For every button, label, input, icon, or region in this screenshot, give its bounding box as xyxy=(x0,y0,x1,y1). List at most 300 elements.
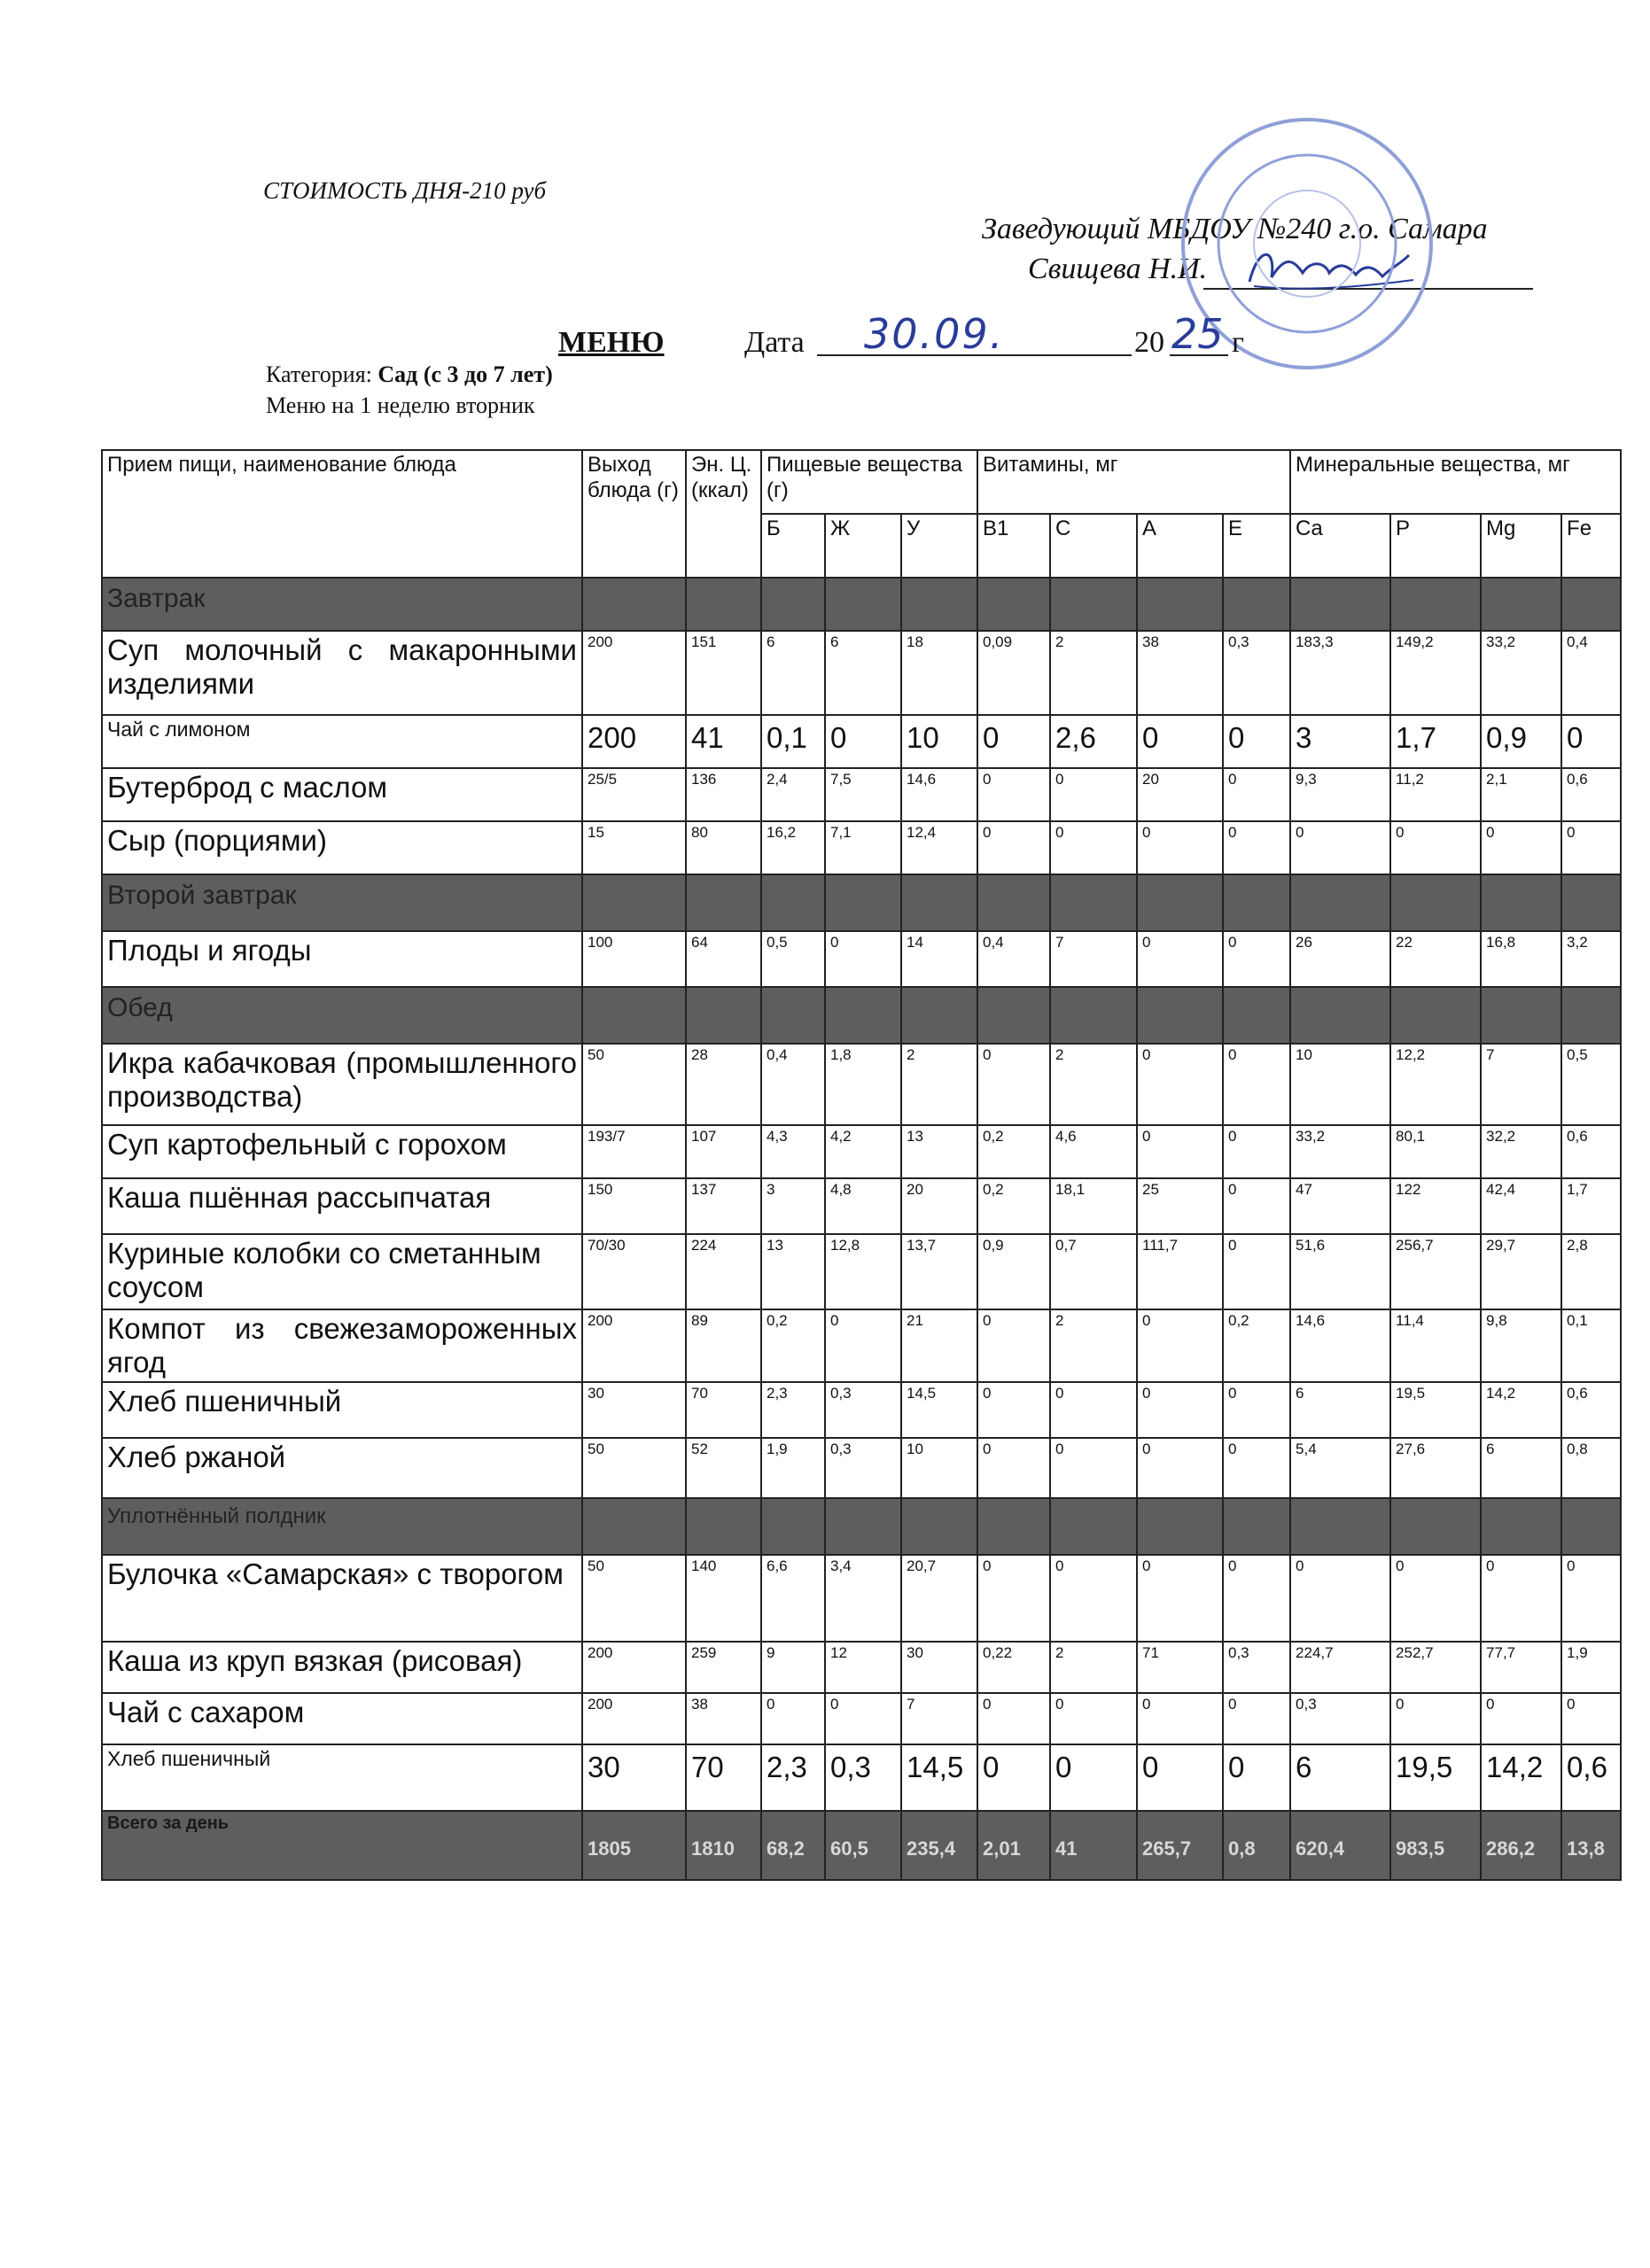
cell-value: 0,3 xyxy=(1290,1693,1390,1744)
col-fe: Fe xyxy=(1561,514,1621,578)
col-c: C xyxy=(1050,514,1137,578)
cell-value: 2 xyxy=(1050,631,1137,715)
cell-value: 0 xyxy=(825,1693,901,1744)
cell-value: 14 xyxy=(901,931,977,987)
section-fill xyxy=(977,578,1050,631)
col-e: E xyxy=(1223,514,1290,578)
cell-value: 15 xyxy=(582,821,686,874)
cell-value: 12,4 xyxy=(901,821,977,874)
total-value: 286,2 xyxy=(1481,1811,1561,1880)
cell-value: 7 xyxy=(1050,931,1137,987)
cell-value: 0 xyxy=(1223,1382,1290,1438)
cell-value: 0 xyxy=(1481,1693,1561,1744)
cell-value: 0 xyxy=(1050,821,1137,874)
section-fill xyxy=(901,1498,977,1555)
cell-value: 1,9 xyxy=(1561,1642,1621,1693)
section-fill xyxy=(1481,578,1561,631)
cell-value: 0 xyxy=(1137,821,1223,874)
col-meal: Прием пищи, наименование блюда xyxy=(102,450,582,578)
dish-name: Икра кабачковая (промышленного производства) xyxy=(102,1044,582,1125)
cell-value: 3 xyxy=(1290,715,1390,768)
cell-value: 30 xyxy=(901,1642,977,1693)
dish-name: Хлеб ржаной xyxy=(102,1438,582,1498)
section-fill xyxy=(1561,987,1621,1044)
cell-value: 0 xyxy=(1050,1382,1137,1438)
cell-value: 13 xyxy=(901,1125,977,1178)
section-label: Обед xyxy=(102,987,582,1044)
cell-value: 20 xyxy=(901,1178,977,1234)
col-u: У xyxy=(901,514,977,578)
cell-value: 0 xyxy=(977,1555,1050,1642)
category xyxy=(266,361,553,388)
cell-value: 16,8 xyxy=(1481,931,1561,987)
dish-name: Компот из свежезамороженных ягод xyxy=(102,1309,582,1382)
cell-value: 0,2 xyxy=(977,1178,1050,1234)
total-value: 13,8 xyxy=(1561,1811,1621,1880)
total-value: 265,7 xyxy=(1137,1811,1223,1880)
cell-value: 71 xyxy=(1137,1642,1223,1693)
cell-value: 18 xyxy=(901,631,977,715)
cell-value: 33,2 xyxy=(1481,631,1561,715)
cell-value: 10 xyxy=(901,715,977,768)
year-suffix: г xyxy=(1232,326,1244,359)
cell-value: 80,1 xyxy=(1390,1125,1481,1178)
cell-value: 80 xyxy=(686,821,761,874)
total-value: 41 xyxy=(1050,1811,1137,1880)
cell-value: 14,6 xyxy=(1290,1309,1390,1382)
section-fill xyxy=(761,1498,825,1555)
cell-value: 0 xyxy=(1137,1744,1223,1811)
cell-value: 0 xyxy=(1561,715,1621,768)
cell-value: 0 xyxy=(1137,931,1223,987)
cell-value: 9,8 xyxy=(1481,1309,1561,1382)
cell-value: 4,3 xyxy=(761,1125,825,1178)
total-value: 235,4 xyxy=(901,1811,977,1880)
cell-value: 0 xyxy=(1223,715,1290,768)
cell-value: 0 xyxy=(977,1693,1050,1744)
cell-value: 28 xyxy=(686,1044,761,1125)
dish-name: Каша пшённая рассыпчатая xyxy=(102,1178,582,1234)
cell-value: 70 xyxy=(686,1744,761,1811)
cell-value: 122 xyxy=(1390,1178,1481,1234)
section-fill xyxy=(1481,874,1561,931)
section-fill xyxy=(1137,578,1223,631)
cell-value: 0 xyxy=(1223,931,1290,987)
cell-value: 0 xyxy=(1137,1044,1223,1125)
section-row-breakfast2 xyxy=(102,874,1621,931)
cell-value: 0 xyxy=(1137,1555,1223,1642)
cell-value: 0,6 xyxy=(1561,1744,1621,1811)
section-fill xyxy=(1390,987,1481,1044)
cell-value: 0,3 xyxy=(825,1744,901,1811)
cell-value: 200 xyxy=(582,715,686,768)
cell-value: 64 xyxy=(686,931,761,987)
cell-value: 200 xyxy=(582,1693,686,1744)
table-row xyxy=(102,1309,1621,1382)
total-value: 1810 xyxy=(686,1811,761,1880)
date-value: 30.09. xyxy=(864,310,1005,358)
section-fill xyxy=(1290,874,1390,931)
cell-value: 2,4 xyxy=(761,768,825,821)
section-fill xyxy=(1290,987,1390,1044)
cell-value: 2 xyxy=(1050,1044,1137,1125)
section-label: Второй завтрак xyxy=(102,874,582,931)
table-row xyxy=(102,1125,1621,1178)
cell-value: 12,8 xyxy=(825,1234,901,1309)
cell-value: 2,8 xyxy=(1561,1234,1621,1309)
cell-value: 11,4 xyxy=(1390,1309,1481,1382)
cell-value: 0,2 xyxy=(1223,1309,1290,1382)
section-fill xyxy=(686,1498,761,1555)
cell-value: 0 xyxy=(977,1382,1050,1438)
table-row xyxy=(102,1234,1621,1309)
day-cost: СТОИМОСТЬ ДНЯ-210 руб xyxy=(263,177,547,204)
category-label: Категория: xyxy=(266,361,372,387)
table-row xyxy=(102,1438,1621,1498)
section-fill xyxy=(1050,1498,1137,1555)
section-fill xyxy=(977,1498,1050,1555)
cell-value: 0,2 xyxy=(977,1125,1050,1178)
cell-value: 16,2 xyxy=(761,821,825,874)
table-row xyxy=(102,821,1621,874)
section-fill xyxy=(901,578,977,631)
cell-value: 77,7 xyxy=(1481,1642,1561,1693)
cell-value: 14,5 xyxy=(901,1382,977,1438)
cell-value: 100 xyxy=(582,931,686,987)
cell-value: 38 xyxy=(1137,631,1223,715)
cell-value: 33,2 xyxy=(1290,1125,1390,1178)
cell-value: 70/30 xyxy=(582,1234,686,1309)
head-name: Свищева Н.И. xyxy=(1028,252,1208,285)
cell-value: 9 xyxy=(761,1642,825,1693)
head-title: Заведующий МБДОУ №240 г.о. Самара xyxy=(982,213,1488,245)
cell-value: 19,5 xyxy=(1390,1382,1481,1438)
cell-value: 30 xyxy=(582,1744,686,1811)
cell-value: 0 xyxy=(977,1309,1050,1382)
section-fill xyxy=(977,874,1050,931)
section-fill xyxy=(761,874,825,931)
section-fill xyxy=(1223,874,1290,931)
cell-value: 2,3 xyxy=(761,1744,825,1811)
cell-value: 13 xyxy=(761,1234,825,1309)
cell-value: 0 xyxy=(1050,1438,1137,1498)
cell-value: 0 xyxy=(1561,1693,1621,1744)
cell-value: 0 xyxy=(1290,821,1390,874)
cell-value: 193/7 xyxy=(582,1125,686,1178)
menu-table xyxy=(101,449,1622,1881)
cell-value: 42,4 xyxy=(1481,1178,1561,1234)
dish-name: Суп картофельный с горохом xyxy=(102,1125,582,1178)
cell-value: 0,4 xyxy=(1561,631,1621,715)
cell-value: 0,3 xyxy=(825,1438,901,1498)
dish-name: Чай с сахаром xyxy=(102,1693,582,1744)
cell-value: 13,7 xyxy=(901,1234,977,1309)
cell-value: 6 xyxy=(1290,1744,1390,1811)
year-prefix: 20 xyxy=(1134,326,1164,359)
col-vitamins: Витамины, мг xyxy=(977,450,1290,514)
cell-value: 1,9 xyxy=(761,1438,825,1498)
cell-value: 0 xyxy=(1223,1044,1290,1125)
cell-value: 50 xyxy=(582,1555,686,1642)
section-fill xyxy=(825,987,901,1044)
section-fill xyxy=(977,987,1050,1044)
section-fill xyxy=(825,578,901,631)
col-a: A xyxy=(1137,514,1223,578)
cell-value: 2,1 xyxy=(1481,768,1561,821)
cell-value: 0 xyxy=(1050,1744,1137,1811)
cell-value: 200 xyxy=(582,1642,686,1693)
table-row xyxy=(102,768,1621,821)
cell-value: 0,8 xyxy=(1561,1438,1621,1498)
cell-value: 7 xyxy=(1481,1044,1561,1125)
cell-value: 29,7 xyxy=(1481,1234,1561,1309)
cell-value: 26 xyxy=(1290,931,1390,987)
cell-value: 0 xyxy=(1223,1234,1290,1309)
cell-value: 14,2 xyxy=(1481,1382,1561,1438)
cell-value: 2 xyxy=(1050,1642,1137,1693)
cell-value: 6 xyxy=(1290,1382,1390,1438)
dish-name: Хлеб пшеничный xyxy=(102,1744,582,1811)
section-fill xyxy=(1290,578,1390,631)
cell-value: 1,7 xyxy=(1561,1178,1621,1234)
section-fill xyxy=(1137,987,1223,1044)
total-value: 983,5 xyxy=(1390,1811,1481,1880)
cell-value: 0,6 xyxy=(1561,1125,1621,1178)
cell-value: 256,7 xyxy=(1390,1234,1481,1309)
section-fill xyxy=(1481,987,1561,1044)
section-fill xyxy=(1050,578,1137,631)
section-fill xyxy=(825,874,901,931)
section-fill xyxy=(582,578,686,631)
section-fill xyxy=(1481,1498,1561,1555)
header-row xyxy=(102,450,1621,514)
cell-value: 52 xyxy=(686,1438,761,1498)
cell-value: 0 xyxy=(977,768,1050,821)
cell-value: 0,9 xyxy=(1481,715,1561,768)
cell-value: 149,2 xyxy=(1390,631,1481,715)
section-fill xyxy=(1561,1498,1621,1555)
dish-name: Чай с лимоном xyxy=(102,715,582,768)
table-row xyxy=(102,631,1621,715)
section-fill xyxy=(1390,874,1481,931)
section-label: Уплотнённый полдник xyxy=(102,1498,582,1555)
table-row xyxy=(102,1178,1621,1234)
section-fill xyxy=(761,578,825,631)
cell-value: 0 xyxy=(1223,1178,1290,1234)
section-fill xyxy=(1290,1498,1390,1555)
cell-value: 0 xyxy=(1290,1555,1390,1642)
cell-value: 10 xyxy=(1290,1044,1390,1125)
section-fill xyxy=(1561,874,1621,931)
cell-value: 0 xyxy=(1223,1744,1290,1811)
cell-value: 0,1 xyxy=(761,715,825,768)
cell-value: 18,1 xyxy=(1050,1178,1137,1234)
cell-value: 2 xyxy=(901,1044,977,1125)
col-energy: Эн. Ц. (ккал) xyxy=(686,450,761,578)
section-fill xyxy=(686,987,761,1044)
cell-value: 4,2 xyxy=(825,1125,901,1178)
table-row xyxy=(102,1044,1621,1125)
cell-value: 0 xyxy=(825,931,901,987)
cell-value: 12,2 xyxy=(1390,1044,1481,1125)
cell-value: 140 xyxy=(686,1555,761,1642)
total-value: 0,8 xyxy=(1223,1811,1290,1880)
cell-value: 21 xyxy=(901,1309,977,1382)
cell-value: 200 xyxy=(582,631,686,715)
cell-value: 4,8 xyxy=(825,1178,901,1234)
cell-value: 2 xyxy=(1050,1309,1137,1382)
section-fill xyxy=(901,874,977,931)
cell-value: 111,7 xyxy=(1137,1234,1223,1309)
cell-value: 14,5 xyxy=(901,1744,977,1811)
cell-value: 3,2 xyxy=(1561,931,1621,987)
total-value: 68,2 xyxy=(761,1811,825,1880)
section-fill xyxy=(761,987,825,1044)
table-row xyxy=(102,1693,1621,1744)
cell-value: 7,5 xyxy=(825,768,901,821)
cell-value: 41 xyxy=(686,715,761,768)
section-fill xyxy=(1390,1498,1481,1555)
cell-value: 0 xyxy=(977,715,1050,768)
year-value: 25 xyxy=(1171,310,1224,358)
cell-value: 0,5 xyxy=(1561,1044,1621,1125)
col-minerals: Минеральные вещества, мг xyxy=(1290,450,1621,514)
section-fill xyxy=(1223,1498,1290,1555)
col-b: Б xyxy=(761,514,825,578)
cell-value: 0 xyxy=(825,1309,901,1382)
cell-value: 0,3 xyxy=(825,1382,901,1438)
cell-value: 0 xyxy=(1223,1438,1290,1498)
cell-value: 0,22 xyxy=(977,1642,1050,1693)
cell-value: 25/5 xyxy=(582,768,686,821)
section-fill xyxy=(1137,1498,1223,1555)
cell-value: 0 xyxy=(1390,1555,1481,1642)
cell-value: 32,2 xyxy=(1481,1125,1561,1178)
cell-value: 0,4 xyxy=(761,1044,825,1125)
cell-value: 9,3 xyxy=(1290,768,1390,821)
cell-value: 12 xyxy=(825,1642,901,1693)
cell-value: 27,6 xyxy=(1390,1438,1481,1498)
cell-value: 0,4 xyxy=(977,931,1050,987)
cell-value: 0,09 xyxy=(977,631,1050,715)
cell-value: 7 xyxy=(901,1693,977,1744)
menu-title: МЕНЮ xyxy=(558,326,665,359)
table-row xyxy=(102,715,1621,768)
cell-value: 6 xyxy=(1481,1438,1561,1498)
cell-value: 51,6 xyxy=(1290,1234,1390,1309)
cell-value: 3 xyxy=(761,1178,825,1234)
cell-value: 137 xyxy=(686,1178,761,1234)
week-line: Меню на 1 неделю вторник xyxy=(266,392,535,418)
total-row xyxy=(102,1811,1621,1880)
cell-value: 4,6 xyxy=(1050,1125,1137,1178)
col-nutrients: Пищевые вещества (г) xyxy=(761,450,977,514)
cell-value: 0 xyxy=(761,1693,825,1744)
cell-value: 2,3 xyxy=(761,1382,825,1438)
col-ca: Ca xyxy=(1290,514,1390,578)
section-fill xyxy=(1050,987,1137,1044)
cell-value: 0 xyxy=(1481,821,1561,874)
cell-value: 0,2 xyxy=(761,1309,825,1382)
dish-name: Бутерброд с маслом xyxy=(102,768,582,821)
cell-value: 38 xyxy=(686,1693,761,1744)
dish-name: Хлеб пшеничный xyxy=(102,1382,582,1438)
cell-value: 3,4 xyxy=(825,1555,901,1642)
section-fill xyxy=(1390,578,1481,631)
cell-value: 0 xyxy=(977,1044,1050,1125)
cell-value: 0 xyxy=(1390,821,1481,874)
section-fill xyxy=(582,874,686,931)
section-fill xyxy=(686,874,761,931)
section-fill xyxy=(582,1498,686,1555)
cell-value: 0 xyxy=(977,1438,1050,1498)
cell-value: 1,8 xyxy=(825,1044,901,1125)
cell-value: 0 xyxy=(1137,1125,1223,1178)
cell-value: 0,3 xyxy=(1223,631,1290,715)
cell-value: 30 xyxy=(582,1382,686,1438)
section-fill xyxy=(1137,874,1223,931)
cell-value: 11,2 xyxy=(1390,768,1481,821)
total-label: Всего за день xyxy=(102,1811,582,1880)
cell-value: 0 xyxy=(1223,768,1290,821)
cell-value: 70 xyxy=(686,1382,761,1438)
cell-value: 22 xyxy=(1390,931,1481,987)
cell-value: 14,2 xyxy=(1481,1744,1561,1811)
section-fill xyxy=(1223,578,1290,631)
cell-value: 6 xyxy=(825,631,901,715)
cell-value: 19,5 xyxy=(1390,1744,1481,1811)
section-fill xyxy=(1050,874,1137,931)
cell-value: 0 xyxy=(1050,1555,1137,1642)
cell-value: 0,1 xyxy=(1561,1309,1621,1382)
cell-value: 0 xyxy=(977,821,1050,874)
section-fill xyxy=(686,578,761,631)
dish-name: Плоды и ягоды xyxy=(102,931,582,987)
cell-value: 10 xyxy=(901,1438,977,1498)
cell-value: 6,6 xyxy=(761,1555,825,1642)
cell-value: 0 xyxy=(1050,1693,1137,1744)
cell-value: 0 xyxy=(1481,1555,1561,1642)
cell-value: 0,6 xyxy=(1561,1382,1621,1438)
cell-value: 107 xyxy=(686,1125,761,1178)
cell-value: 224 xyxy=(686,1234,761,1309)
section-fill xyxy=(1561,578,1621,631)
col-mg: Mg xyxy=(1481,514,1561,578)
cell-value: 0 xyxy=(825,715,901,768)
cell-value: 0,5 xyxy=(761,931,825,987)
cell-value: 1,7 xyxy=(1390,715,1481,768)
cell-value: 0,6 xyxy=(1561,768,1621,821)
cell-value: 0 xyxy=(1137,715,1223,768)
cell-value: 20,7 xyxy=(901,1555,977,1642)
cell-value: 0 xyxy=(1137,1382,1223,1438)
cell-value: 0 xyxy=(1390,1693,1481,1744)
cell-value: 0 xyxy=(1137,1309,1223,1382)
cell-value: 0 xyxy=(1561,1555,1621,1642)
section-row-breakfast xyxy=(102,578,1621,631)
category-value: Сад (с 3 до 7 лет) xyxy=(377,361,553,387)
cell-value: 89 xyxy=(686,1309,761,1382)
cell-value: 47 xyxy=(1290,1178,1390,1234)
cell-value: 0 xyxy=(977,1744,1050,1811)
cell-value: 183,3 xyxy=(1290,631,1390,715)
cell-value: 0,3 xyxy=(1223,1642,1290,1693)
cell-value: 14,6 xyxy=(901,768,977,821)
cell-value: 50 xyxy=(582,1438,686,1498)
section-row-snack xyxy=(102,1498,1621,1555)
total-value: 1805 xyxy=(582,1811,686,1880)
dish-name: Каша из круп вязкая (рисовая) xyxy=(102,1642,582,1693)
